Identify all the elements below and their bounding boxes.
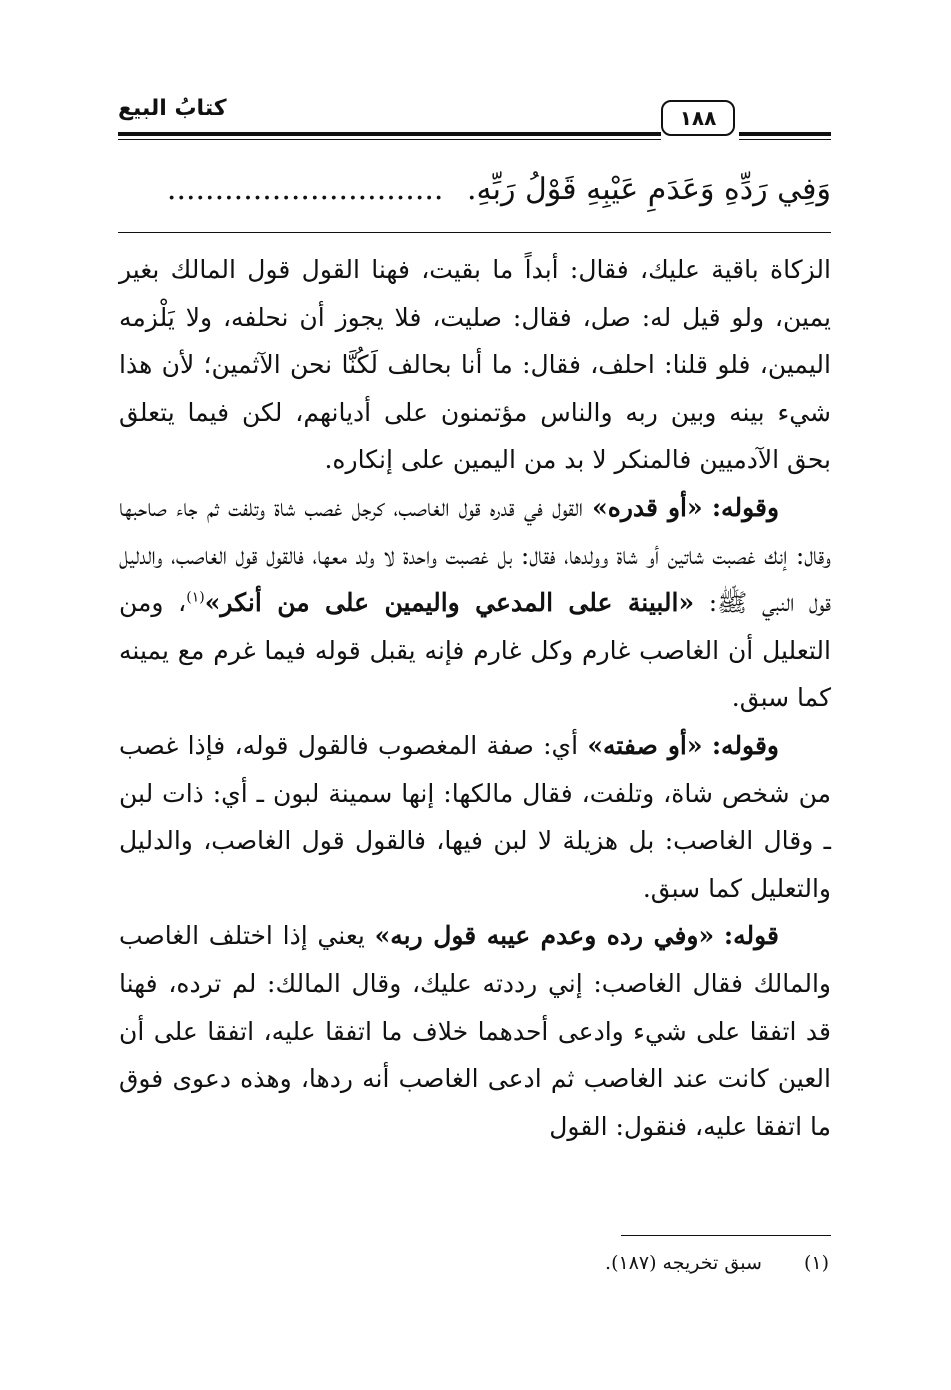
paragraph-4-quote: «وفي رده وعدم عيبه قول ربه» bbox=[374, 921, 715, 951]
paragraph-4-text: يعني إذا اختلف الغاصب والمالك فقال الغاصب: إني رددته عليك، وقال المالك: لم ترده، فهنا قد اتفقا على شيء وادعى أحدهما خلاف ما اتفقا عليه، اتفقا على أن العين كانت عند الغاصب ثم ادعى الغاصب أنه ردها، وهذه دعوى فوق ما اتفقا عليه، فنقول: القول bbox=[119, 921, 831, 1141]
paragraph-2-text-b: ، ومن التعليل أن الغاصب غارم وكل غارم فإنه يقبل قوله فيما غرم مع يمينه كما سبق. bbox=[119, 588, 831, 713]
chapter-title: كتابُ البيع bbox=[118, 96, 227, 121]
paragraph-3-label: وقوله: bbox=[711, 730, 779, 760]
paragraph-3-text: أي: صفة المغصوب فالقول قوله، فإذا غصب من شخص شاة، وتلفت، فقال مالكها: إنها سمينة لبون ـ أي: ذات لبن ـ وقال الغاصب: بل هزيلة لا لبن فيها، فالقول قول الغاصب، والدليل والتعليل كما سبق. bbox=[119, 730, 831, 903]
paragraph-2-label: وقوله: bbox=[711, 492, 780, 522]
hadith-quote: «البينة على المدعي واليمين على من أنكر» bbox=[204, 588, 695, 618]
paragraph-2-quote: «أو قدره» bbox=[592, 492, 703, 522]
paragraph-3 bbox=[119, 722, 831, 912]
paragraph-2 bbox=[119, 484, 831, 722]
paragraph-4 bbox=[119, 912, 831, 1150]
paragraph-3-quote: «أو صفته» bbox=[587, 730, 703, 760]
commentary-body bbox=[119, 246, 831, 1150]
page-number: ١٨٨ bbox=[661, 100, 735, 136]
footnote-text: سبق تخريجه (١٨٧). bbox=[605, 1252, 762, 1274]
footnote-number: (١) bbox=[803, 1252, 829, 1274]
footnote-marker[interactable]: (١) bbox=[186, 589, 205, 606]
paragraph-1: الزكاة باقية عليك، فقال: أبداً ما بقيت، فهنا القول قول المالك بغير يمين، ولو قيل له: صل، فقال: صليت، فلا يجوز أن نحلفه، ولا يَلْزمه اليمين، فلو قلنا: احلف، فقال: ما أنا بحالف لَكُنَّا نحن الآثمين؛ لأن هذا شيء بينه وبين ربه والناس مؤتمنون على أديانهم، لكن فيما يتعلق بحق الآدميين فالمنكر لا بد من اليمين على إنكاره. bbox=[119, 255, 831, 475]
page-header bbox=[118, 88, 831, 148]
paragraph-2-text-a: القول في قدره قول الغاصب، كرجل غصب شاة وتلفت ثم جاء صاحبها وقال: إنك غصبت شاتين أو شاة وولدها، فقال: بل غصبت واحدة لا ولد معها، فالقول قول الغاصب، والدليل قول النبي ﷺ: bbox=[119, 492, 831, 618]
matn-line bbox=[118, 168, 831, 212]
paragraph-4-label: قوله: bbox=[723, 921, 779, 951]
matn-divider bbox=[118, 232, 831, 233]
footnote-divider bbox=[621, 1235, 831, 1236]
matn-text: وَفِي رَدِّهِ وَعَدَمِ عَيْبِهِ قَوْلُ رَبِّهِ. bbox=[467, 172, 831, 207]
matn-dots: ............................. bbox=[166, 172, 444, 207]
footnote bbox=[129, 1246, 829, 1280]
